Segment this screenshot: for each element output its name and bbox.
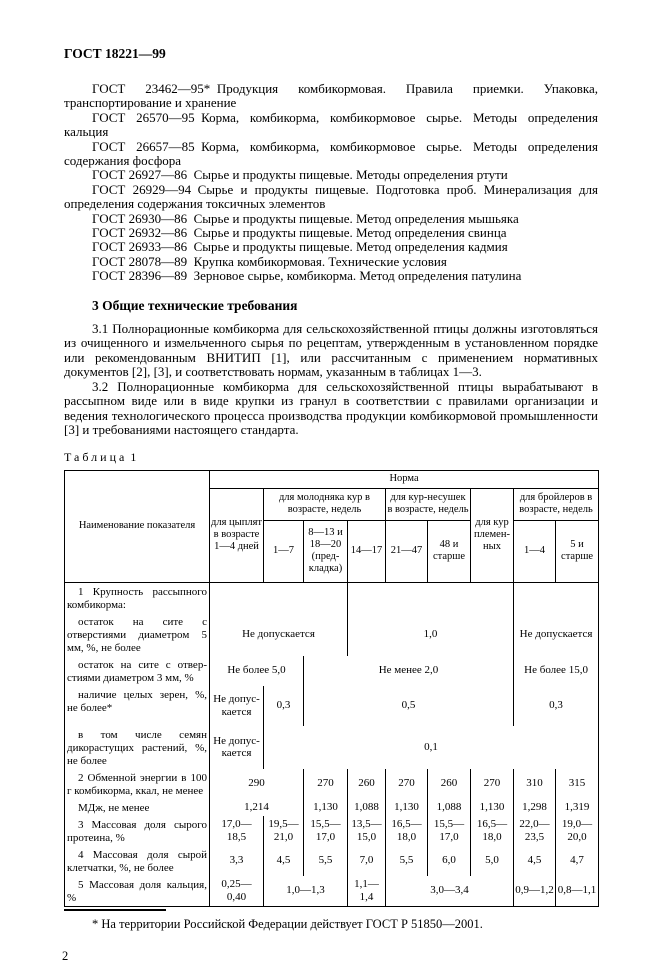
table-row bbox=[65, 613, 599, 656]
table-cell: Не допускается bbox=[514, 613, 599, 656]
column-header-norma: Норма bbox=[210, 470, 599, 488]
table-cell: 1,1—1,4 bbox=[348, 876, 386, 907]
doc-code: ГОСТ 18221—99 bbox=[64, 46, 166, 61]
row-label: наличие целых зерен, %, не более* bbox=[65, 686, 210, 726]
table-row bbox=[65, 656, 599, 686]
table-cell: 6,0 bbox=[428, 846, 471, 876]
table-cell: 19,5— 21,0 bbox=[264, 816, 304, 846]
table-row bbox=[65, 686, 599, 726]
table-caption bbox=[64, 450, 598, 465]
column-header-age: 8—13 и 18—20 (предкладка) bbox=[304, 520, 348, 582]
reference-code: ГОСТ 26933—86 bbox=[92, 239, 188, 255]
page-number: 2 bbox=[62, 948, 69, 963]
table-cell: 270 bbox=[471, 769, 514, 799]
table-cell: 4,5 bbox=[514, 846, 556, 876]
row-label: МДж, не менее bbox=[65, 799, 210, 816]
table-cell: Не допускается bbox=[210, 613, 348, 656]
table-cell: 17,0— 18,5 bbox=[210, 816, 264, 846]
footnote-separator bbox=[64, 909, 166, 911]
table-cell: Не менее 2,0 bbox=[304, 656, 514, 686]
table-cell: 1,298 bbox=[514, 799, 556, 816]
paragraph-3-1: 3.1 Полнорационные комбикорма для сельскохозяйственной птицы должны изготовляться из очищенного и измельченного сырья по рецептам, утвержденным в установленном порядке или рекомендованным ВНИТИП [1], или рассчитанным с применением нормативных документов [2], [3], и соответствовать нормам, указанным в таблицах 1—3. bbox=[64, 320, 598, 380]
paragraph-3-2: 3.2 Полнорационные комбикорма для сельскохозяйственной птицы вырабатывают в рассыпном виде или в виде крупки из гранул в соответствии с правилами организации и ведения технологического процесса производства продукции комбикормовой промышленности [3] и требованиями настоящего стандарта. bbox=[64, 378, 598, 438]
table-cell: Не допускается bbox=[210, 686, 264, 726]
reference-list bbox=[64, 82, 598, 284]
reference-code: ГОСТ 26932—86 bbox=[92, 225, 188, 241]
table-cell: 1,130 bbox=[304, 799, 348, 816]
table-cell: 0,8—1,1 bbox=[556, 876, 599, 907]
column-header-breeding-hens: для кур племенных bbox=[471, 488, 514, 582]
column-header-name: Наименование показателя bbox=[65, 470, 210, 582]
reference-code: ГОСТ 26930—86 bbox=[92, 210, 188, 226]
footnote-text: * На территории Российской Федерации действует ГОСТ Р 51850—2001. bbox=[92, 916, 483, 931]
table-row bbox=[65, 846, 599, 876]
table-cell: 13,5— 15,0 bbox=[348, 816, 386, 846]
table-cell: 1,214 bbox=[210, 799, 304, 816]
table-row bbox=[65, 816, 599, 846]
reference-item: ГОСТ 26929—94 Сырье и продукты пищевые. Подготовка проб. Минерализация для определения содержания токсичных элементов bbox=[64, 181, 598, 212]
table-cell: 3,0—3,4 bbox=[386, 876, 514, 907]
row-label: 5 Массовая доля кальция, % bbox=[65, 876, 210, 907]
reference-code: ГОСТ 28396—89 bbox=[92, 268, 188, 284]
row-label: в том числе семян дикорастущих растений, %, не более bbox=[65, 726, 210, 769]
column-header-age: 21—47 bbox=[386, 520, 428, 582]
table-caption-number: 1 bbox=[130, 449, 137, 464]
table-cell: 260 bbox=[428, 769, 471, 799]
column-header-age: 1—4 bbox=[514, 520, 556, 582]
table-cell: 290 bbox=[210, 769, 304, 799]
reference-code: ГОСТ 26929—94 bbox=[92, 181, 192, 197]
table-cell: 1,0 bbox=[348, 613, 514, 656]
row-label: 4 Массовая доля сырой клетчатки, %, не более bbox=[65, 846, 210, 876]
table-cell: 0,3 bbox=[514, 686, 599, 726]
column-header-young-hens: для молодняка кур в возрасте, недель bbox=[264, 488, 386, 520]
reference-item: ГОСТ 23462—95* Продукция комбикормовая. Правила приемки. Упаковка, транспортирование и хранение bbox=[64, 81, 598, 111]
table-cell bbox=[514, 582, 599, 613]
table-row bbox=[65, 769, 599, 799]
reference-item: ГОСТ 28078—89 Крупка комбикормовая. Технические условия bbox=[92, 253, 447, 269]
table-row bbox=[65, 726, 599, 769]
table-cell: 1,319 bbox=[556, 799, 599, 816]
row-label: 2 Обменной энергии в 100 г комбикорма, ккал, не менее bbox=[65, 769, 210, 799]
table-cell: 1,088 bbox=[348, 799, 386, 816]
table-cell: 270 bbox=[304, 769, 348, 799]
reference-item: ГОСТ 26930—86 Сырье и продукты пищевые. Метод определения мышьяка bbox=[92, 210, 519, 226]
reference-code: ГОСТ 26927—86 bbox=[92, 167, 188, 183]
row-label: 3 Массовая доля сырого протеина, % bbox=[65, 816, 210, 846]
table-cell: Не более 5,0 bbox=[210, 656, 304, 686]
table-cell: 15,5— 17,0 bbox=[304, 816, 348, 846]
table-cell: 315 bbox=[556, 769, 599, 799]
column-header-age: 1—7 bbox=[264, 520, 304, 582]
column-header-age: 14—17 bbox=[348, 520, 386, 582]
reference-code: ГОСТ 23462—95* bbox=[92, 81, 211, 96]
column-header-broilers: для бройлеров в возрасте, недель bbox=[514, 488, 599, 520]
table-cell: 22,0— 23,5 bbox=[514, 816, 556, 846]
reference-item: ГОСТ 26657—85 Корма, комбикорма, комбикормовое сырье. Методы определения содержания фосфора bbox=[64, 138, 598, 169]
reference-item: ГОСТ 28396—89 Зерновое сырье, комбикорма. Метод определения патулина bbox=[92, 268, 522, 284]
table-cell: 5,5 bbox=[304, 846, 348, 876]
table-cell: 4,5 bbox=[264, 846, 304, 876]
section-heading: 3 Общие технические требования bbox=[92, 297, 298, 313]
table-cell: Не допускается bbox=[210, 726, 264, 769]
table-cell: 5,0 bbox=[471, 846, 514, 876]
reference-code: ГОСТ 26570—95 bbox=[92, 109, 195, 125]
table-cell: 270 bbox=[386, 769, 428, 799]
reference-item: ГОСТ 26570—95 Корма, комбикорма, комбикормовое сырье. Методы определения кальция bbox=[64, 109, 598, 140]
table-cell: Не более 15,0 bbox=[514, 656, 599, 686]
table-cell: 4,7 bbox=[556, 846, 599, 876]
table-cell: 1,088 bbox=[428, 799, 471, 816]
table-cell bbox=[348, 582, 514, 613]
table-cell: 16,5— 18,0 bbox=[386, 816, 428, 846]
column-header-age: 48 и старше bbox=[428, 520, 471, 582]
table-cell: 19,0— 20,0 bbox=[556, 816, 599, 846]
reference-item: ГОСТ 26927—86 Сырье и продукты пищевые. Методы определения ртути bbox=[92, 167, 508, 183]
table-cell: 16,5— 18,0 bbox=[471, 816, 514, 846]
table-cell: 7,0 bbox=[348, 846, 386, 876]
table-cell bbox=[210, 582, 348, 613]
table-row bbox=[65, 799, 599, 816]
table-cell: 1,130 bbox=[386, 799, 428, 816]
reference-code: ГОСТ 26657—85 bbox=[92, 138, 195, 154]
table-cell: 310 bbox=[514, 769, 556, 799]
table-cell: 1,130 bbox=[471, 799, 514, 816]
row-label: 1 Крупность рассыпного комбикорма: bbox=[65, 582, 210, 613]
table-cell: 0,9—1,2 bbox=[514, 876, 556, 907]
table-caption-word: Таблица bbox=[64, 449, 128, 464]
row-label: остаток на сите с отверстиями диаметром 5 мм, %, не более bbox=[65, 613, 210, 656]
table-cell: 260 bbox=[348, 769, 386, 799]
document-page bbox=[64, 46, 598, 964]
reference-item: ГОСТ 26933—86 Сырье и продукты пищевые. Метод определения кадмия bbox=[92, 239, 508, 255]
table-cell: 1,0—1,3 bbox=[264, 876, 348, 907]
column-header-laying-hens: для кур-несушек в возрасте, недель bbox=[386, 488, 471, 520]
table-cell: 0,1 bbox=[264, 726, 599, 769]
table-row bbox=[65, 582, 599, 613]
table-row bbox=[65, 876, 599, 907]
norms-table bbox=[64, 470, 599, 907]
column-header-age: 5 и старше bbox=[556, 520, 599, 582]
table-cell: 5,5 bbox=[386, 846, 428, 876]
reference-item: ГОСТ 26932—86 Сырье и продукты пищевые. Метод определения свинца bbox=[92, 225, 507, 241]
table-cell: 0,25— 0,40 bbox=[210, 876, 264, 907]
table-cell: 0,3 bbox=[264, 686, 304, 726]
table-cell: 0,5 bbox=[304, 686, 514, 726]
row-label: остаток на сите с отверстиями диаметром 3 мм, % bbox=[65, 656, 210, 686]
column-header-chicks: для цыплят в возрасте 1—4 дней bbox=[210, 488, 264, 582]
table-cell: 15,5— 17,0 bbox=[428, 816, 471, 846]
reference-code: ГОСТ 28078—89 bbox=[92, 253, 188, 269]
table-cell: 3,3 bbox=[210, 846, 264, 876]
